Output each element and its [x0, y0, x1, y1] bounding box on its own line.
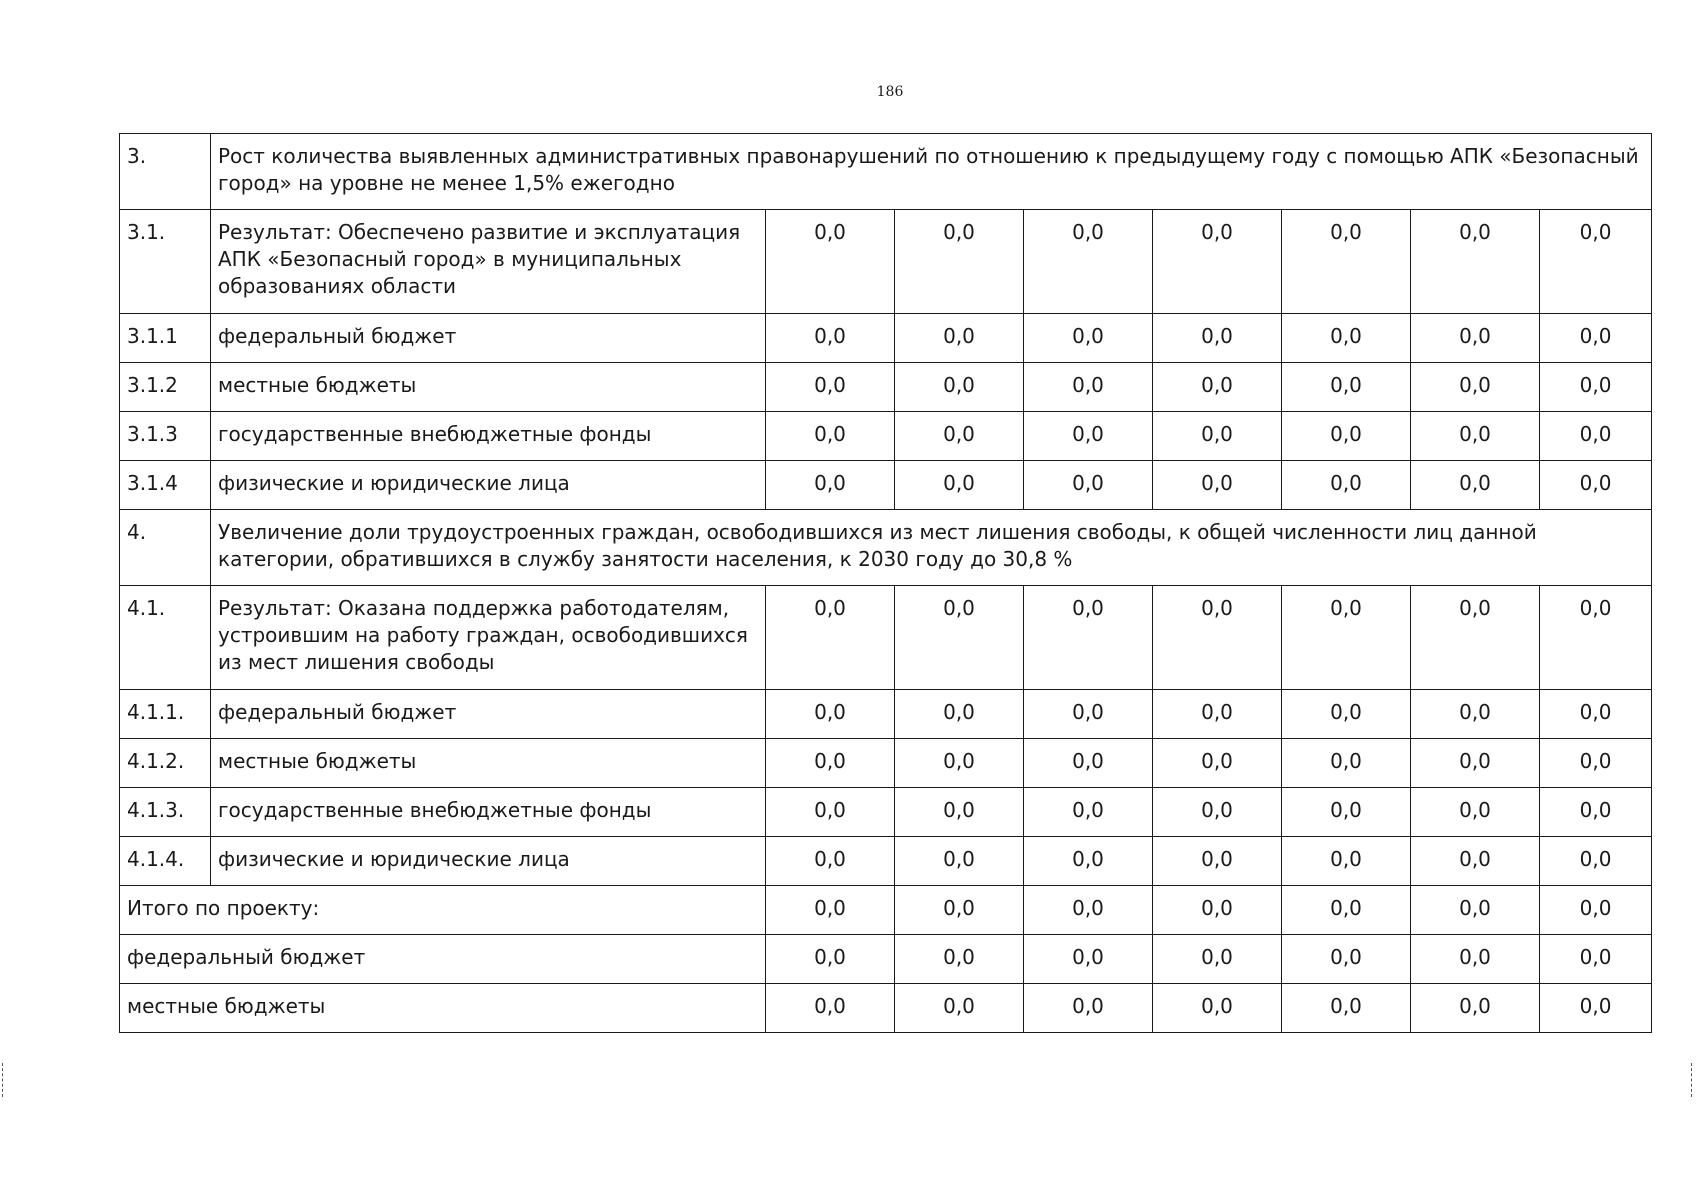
result-row: [120, 210, 1652, 314]
value-cell: 0,0: [895, 690, 1024, 739]
value-cell: 0,0: [1153, 586, 1282, 690]
section-row: [120, 510, 1652, 586]
value-cell: 0,0: [1282, 363, 1411, 412]
value-cell: 0,0: [1411, 690, 1540, 739]
value-cell: 0,0: [1024, 461, 1153, 510]
value-cell: 0,0: [895, 363, 1024, 412]
value-cell: 0,0: [1411, 363, 1540, 412]
value-cell: 0,0: [895, 935, 1024, 984]
value-cell: 0,0: [1024, 935, 1153, 984]
value-cell: 0,0: [766, 363, 895, 412]
item-row: [120, 788, 1652, 837]
value-cell: 0,0: [1540, 690, 1652, 739]
value-cell: 0,0: [1411, 837, 1540, 886]
value-cell: 0,0: [1540, 586, 1652, 690]
value-cell: 0,0: [1153, 886, 1282, 935]
row-label: государственные внебюджетные фонды: [211, 788, 766, 837]
value-cell: 0,0: [766, 586, 895, 690]
row-label: местные бюджеты: [211, 739, 766, 788]
value-cell: 0,0: [766, 788, 895, 837]
row-number: 3.1.4: [120, 461, 211, 510]
row-label: федеральный бюджет: [120, 935, 766, 984]
value-cell: 0,0: [1411, 935, 1540, 984]
value-cell: 0,0: [766, 210, 895, 314]
value-cell: 0,0: [766, 314, 895, 363]
value-cell: 0,0: [766, 935, 895, 984]
value-cell: 0,0: [1411, 461, 1540, 510]
value-cell: 0,0: [1153, 935, 1282, 984]
value-cell: 0,0: [1282, 935, 1411, 984]
value-cell: 0,0: [895, 788, 1024, 837]
row-label: местные бюджеты: [211, 363, 766, 412]
row-number: 4.1.4.: [120, 837, 211, 886]
value-cell: 0,0: [1024, 412, 1153, 461]
value-cell: 0,0: [1540, 210, 1652, 314]
value-cell: 0,0: [1411, 412, 1540, 461]
value-cell: 0,0: [1282, 412, 1411, 461]
value-cell: 0,0: [1540, 935, 1652, 984]
value-cell: 0,0: [1411, 739, 1540, 788]
value-cell: 0,0: [1153, 788, 1282, 837]
value-cell: 0,0: [1411, 586, 1540, 690]
value-cell: 0,0: [1153, 461, 1282, 510]
row-number: 3.1.2: [120, 363, 211, 412]
row-label: федеральный бюджет: [211, 690, 766, 739]
value-cell: 0,0: [895, 984, 1024, 1033]
value-cell: 0,0: [1540, 788, 1652, 837]
value-cell: 0,0: [1282, 739, 1411, 788]
row-label: Итого по проекту:: [120, 886, 766, 935]
value-cell: 0,0: [1282, 690, 1411, 739]
value-cell: 0,0: [1024, 739, 1153, 788]
value-cell: 0,0: [1153, 363, 1282, 412]
value-cell: 0,0: [1024, 788, 1153, 837]
value-cell: 0,0: [1282, 210, 1411, 314]
section-row: [120, 134, 1652, 210]
value-cell: 0,0: [1282, 837, 1411, 886]
value-cell: 0,0: [1282, 314, 1411, 363]
value-cell: 0,0: [1540, 837, 1652, 886]
value-cell: 0,0: [1540, 363, 1652, 412]
value-cell: 0,0: [766, 984, 895, 1033]
row-number: 4.1.3.: [120, 788, 211, 837]
value-cell: 0,0: [766, 690, 895, 739]
row-number: 3.: [120, 134, 211, 210]
value-cell: 0,0: [1024, 314, 1153, 363]
binding-mark-right: [1691, 1063, 1695, 1097]
binding-mark-left: [2, 1063, 6, 1097]
value-cell: 0,0: [1282, 886, 1411, 935]
value-cell: 0,0: [1024, 837, 1153, 886]
value-cell: 0,0: [1411, 314, 1540, 363]
row-number: 3.1.1: [120, 314, 211, 363]
section-title: Рост количества выявленных административных правонарушений по отношению к предыдущему году с помощью АПК «Безопасный город» на уровне не менее 1,5% ежегодно: [211, 134, 1652, 210]
value-cell: 0,0: [1024, 690, 1153, 739]
value-cell: 0,0: [1153, 314, 1282, 363]
value-cell: 0,0: [895, 586, 1024, 690]
value-cell: 0,0: [1024, 886, 1153, 935]
item-row: [120, 461, 1652, 510]
value-cell: 0,0: [766, 461, 895, 510]
item-row: [120, 363, 1652, 412]
row-label: Результат: Оказана поддержка работодателям, устроившим на работу граждан, освободившихся из мест лишения свободы: [211, 586, 766, 690]
value-cell: 0,0: [895, 461, 1024, 510]
item-row: [120, 690, 1652, 739]
row-label: государственные внебюджетные фонды: [211, 412, 766, 461]
row-number: 4.: [120, 510, 211, 586]
value-cell: 0,0: [1411, 984, 1540, 1033]
value-cell: 0,0: [1411, 886, 1540, 935]
item-row: [120, 412, 1652, 461]
value-cell: 0,0: [895, 314, 1024, 363]
value-cell: 0,0: [1153, 739, 1282, 788]
row-number: 3.1.3: [120, 412, 211, 461]
row-label: местные бюджеты: [120, 984, 766, 1033]
item-row: [120, 739, 1652, 788]
row-label: Результат: Обеспечено развитие и эксплуатация АПК «Безопасный город» в муниципальных образованиях области: [211, 210, 766, 314]
value-cell: 0,0: [895, 837, 1024, 886]
row-number: 4.1.2.: [120, 739, 211, 788]
value-cell: 0,0: [1153, 984, 1282, 1033]
item-row: [120, 314, 1652, 363]
page-number: 186: [876, 84, 904, 100]
value-cell: 0,0: [895, 210, 1024, 314]
value-cell: 0,0: [766, 886, 895, 935]
value-cell: 0,0: [766, 739, 895, 788]
row-number: 3.1.: [120, 210, 211, 314]
value-cell: 0,0: [895, 886, 1024, 935]
value-cell: 0,0: [1540, 739, 1652, 788]
budget-table: [119, 133, 1652, 1033]
value-cell: 0,0: [895, 412, 1024, 461]
value-cell: 0,0: [1024, 363, 1153, 412]
value-cell: 0,0: [895, 739, 1024, 788]
row-number: 4.1.1.: [120, 690, 211, 739]
value-cell: 0,0: [1024, 984, 1153, 1033]
value-cell: 0,0: [1540, 984, 1652, 1033]
section-title: Увеличение доли трудоустроенных граждан, освободившихся из мест лишения свободы, к общей численности лиц данной категории, обратившихся в службу занятости населения, к 2030 году до 30,8 %: [211, 510, 1652, 586]
value-cell: 0,0: [1282, 984, 1411, 1033]
value-cell: 0,0: [1153, 690, 1282, 739]
total-row: [120, 935, 1652, 984]
item-row: [120, 837, 1652, 886]
row-label: физические и юридические лица: [211, 837, 766, 886]
value-cell: 0,0: [766, 412, 895, 461]
value-cell: 0,0: [766, 837, 895, 886]
result-row: [120, 586, 1652, 690]
total-row: [120, 886, 1652, 935]
value-cell: 0,0: [1153, 412, 1282, 461]
value-cell: 0,0: [1411, 210, 1540, 314]
value-cell: 0,0: [1282, 788, 1411, 837]
row-number: 4.1.: [120, 586, 211, 690]
value-cell: 0,0: [1540, 412, 1652, 461]
value-cell: 0,0: [1540, 461, 1652, 510]
value-cell: 0,0: [1153, 210, 1282, 314]
value-cell: 0,0: [1153, 837, 1282, 886]
value-cell: 0,0: [1024, 210, 1153, 314]
value-cell: 0,0: [1540, 886, 1652, 935]
row-label: физические и юридические лица: [211, 461, 766, 510]
value-cell: 0,0: [1411, 788, 1540, 837]
value-cell: 0,0: [1282, 586, 1411, 690]
total-row: [120, 984, 1652, 1033]
value-cell: 0,0: [1024, 586, 1153, 690]
value-cell: 0,0: [1282, 461, 1411, 510]
budget-table-body: [120, 134, 1652, 1033]
value-cell: 0,0: [1540, 314, 1652, 363]
row-label: федеральный бюджет: [211, 314, 766, 363]
